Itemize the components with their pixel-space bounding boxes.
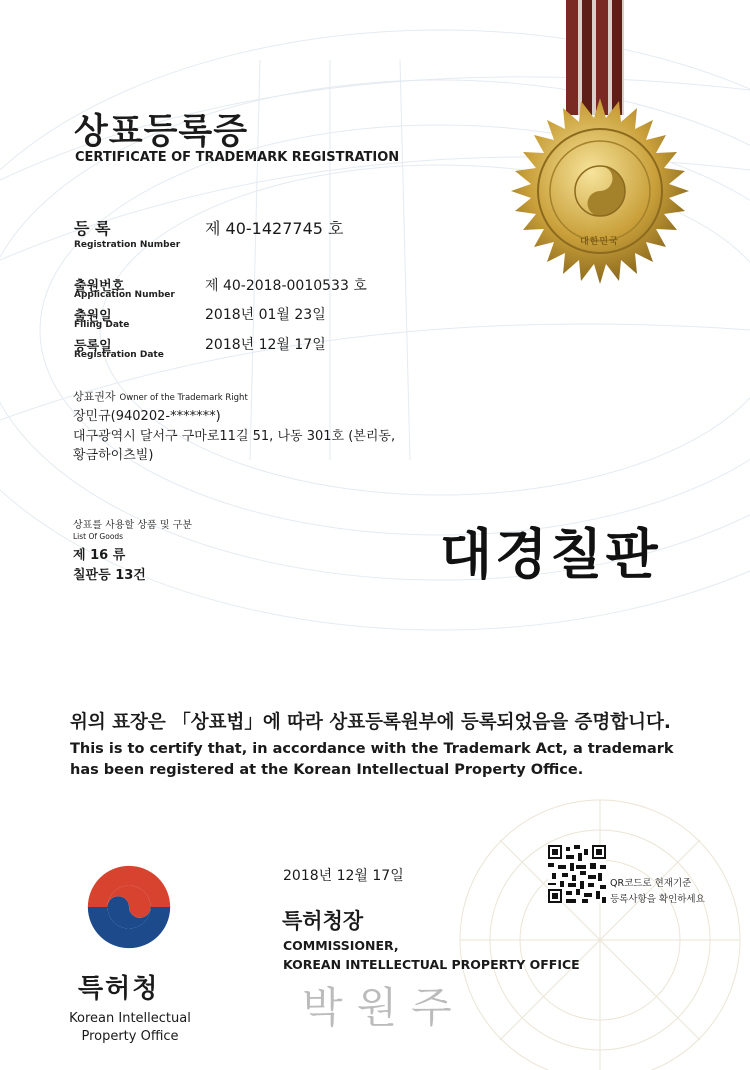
application-number: 제 40-2018-0010533 호 — [205, 278, 367, 294]
registration-number: 제 40-1427745 호 — [205, 219, 344, 238]
filing-date-label: 출원일 — [74, 309, 112, 324]
owner-label-korean: 상표권자 — [73, 390, 116, 403]
application-label-english: Application Number — [74, 290, 175, 300]
certificate-title: 상표등록증 — [74, 112, 249, 152]
trademark-text: 대경칠판 — [440, 522, 661, 586]
kipo-logo-icon — [80, 858, 178, 956]
registration-label-english: Registration Number — [74, 240, 181, 250]
application-label: 출원번호 — [74, 279, 125, 294]
certification-english-line2: has been registered at the Korean Intellectual Property Office. — [70, 762, 584, 778]
commissioner-english-line2: KOREAN INTELLECTUAL PROPERTY OFFICE — [283, 957, 580, 972]
owner-label — [73, 388, 248, 404]
certification-english-line1: This is to certify that, in accordance with the Trademark Act, a trademark — [70, 741, 674, 757]
registration-date-label: 등록일 — [74, 339, 112, 354]
goods-label-english: List Of Goods — [73, 532, 124, 541]
owner-address-line2: 황금하이츠빌) — [73, 448, 154, 463]
owner-address-line1: 대구광역시 달서구 구마로11길 51, 나동 301호 (본리동, — [73, 429, 396, 444]
commissioner-title: 특허청장 — [282, 909, 364, 933]
commissioner-signature: 박원주 — [302, 983, 466, 1032]
qr-note-line1: QR코드로 현재기준 — [610, 878, 692, 889]
owner-label-english: Owner of the Trademark Right — [119, 393, 248, 403]
filing-date-label-english: Filing Date — [74, 320, 130, 330]
seal-text: 대한민국 — [580, 237, 619, 247]
qr-code-icon[interactable] — [548, 845, 606, 903]
commissioner-english-line1: COMMISSIONER, — [283, 938, 399, 953]
certification-korean: 위의 표장은 「상표법」에 따라 상표등록원부에 등록되었음을 증명합니다. — [70, 712, 671, 733]
office-name-english-line1: Korean Intellectual — [69, 1011, 191, 1026]
registration-date-label-english: Registration Date — [74, 350, 164, 360]
owner-name: 장민규(940202-*******) — [73, 409, 221, 424]
office-name-english-line2: Property Office — [81, 1029, 179, 1044]
goods-items: 칠판등 13건 — [73, 568, 146, 583]
certificate-title-english: CERTIFICATE OF TRADEMARK REGISTRATION — [75, 150, 400, 165]
qr-note-line2: 등록사항을 확인하세요 — [610, 894, 705, 905]
issue-date: 2018년 12월 17일 — [283, 868, 404, 884]
filing-date: 2018년 01월 23일 — [205, 307, 326, 323]
registration-label: 등 록 — [74, 219, 111, 238]
goods-label: 상표를 사용할 상품 및 구분 — [73, 520, 192, 531]
gold-seal — [505, 96, 695, 286]
goods-class: 제 16 류 — [73, 548, 126, 563]
registration-date: 2018년 12월 17일 — [205, 337, 326, 353]
office-name-korean: 특허청 — [78, 974, 160, 1004]
